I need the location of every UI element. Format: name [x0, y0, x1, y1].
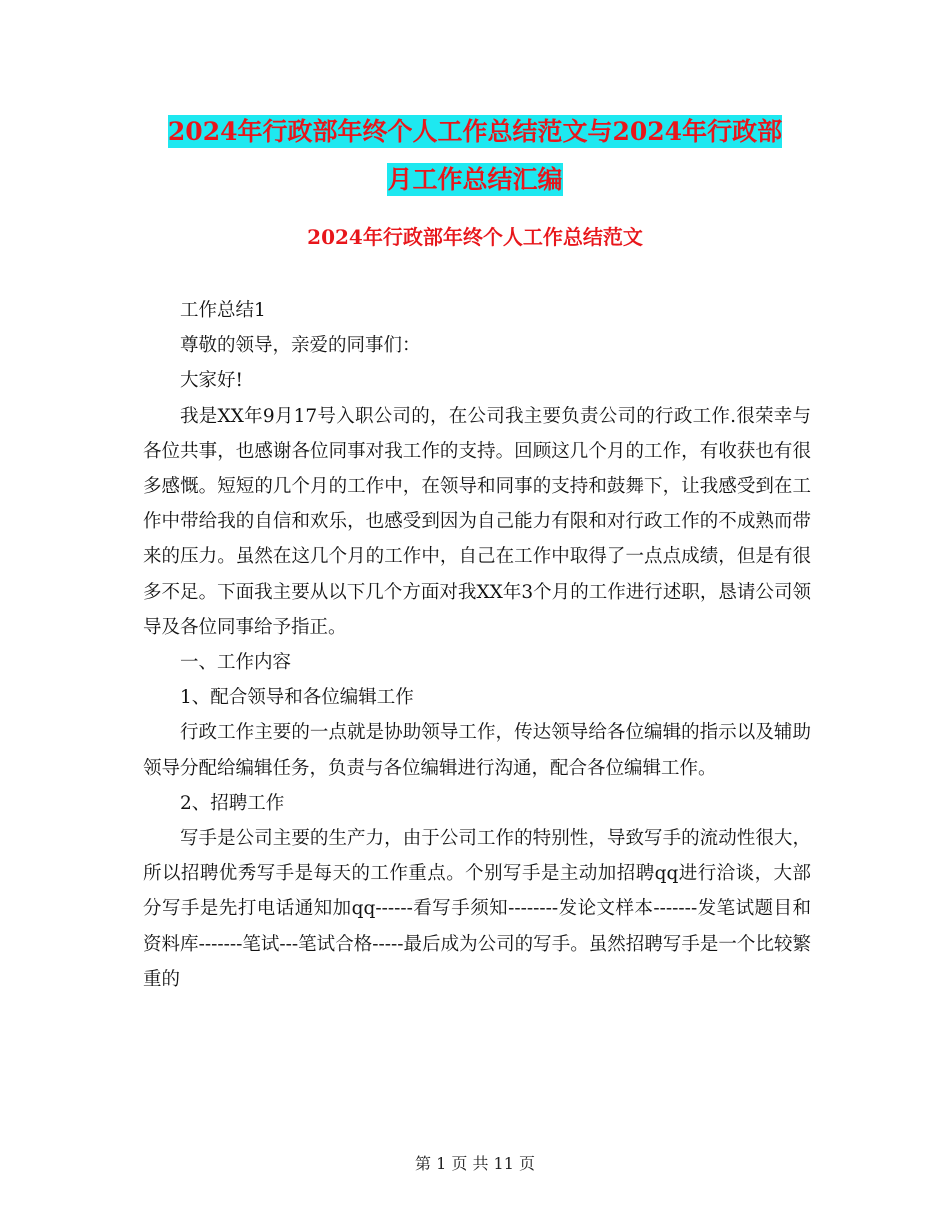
- paragraph: 1、配合领导和各位编辑工作: [180, 687, 414, 709]
- paragraph: 我是XX年9月17号入职公司的，在公司我主要负责公司的行政工作.很荣幸与各位共事，也感谢各位同事对我工作的支持。回顾这几个月的工作，有收获也有很多感慨。短短的几个月的工作中，在领导和同事的支持和鼓舞下，让我感受到在工作中带给我的自信和欢乐，也感受到因为自己能力有限和对行政工作的不成熟而带来的压力。虽然在这几个月的工作中，自己在工作中取得了一点点成绩，但是有很多不足。下面我主要从以下几个方面对我XX年3个月的工作进行述职，恳请公司领导及各位同事给予指正。: [143, 405, 811, 638]
- paragraph: 尊敬的领导，亲爱的同事们：: [180, 335, 421, 357]
- section-title: 2024年行政部年终个人工作总结范文: [307, 225, 643, 249]
- paragraph: 工作总结1: [180, 300, 266, 321]
- paragraph: 一、工作内容: [180, 652, 292, 674]
- document-title: [140, 108, 810, 204]
- paragraph: 行政工作主要的一点就是协助领导工作，传达领导给各位编辑的指示以及辅助领导分配给编辑任务，负责与各位编辑进行沟通，配合各位编辑工作。: [143, 722, 811, 779]
- title-line-1: 2024年行政部年终个人工作总结范文与2024年行政部: [167, 117, 783, 146]
- title-line-2: 月工作总结汇编: [387, 165, 563, 194]
- paragraph: 大家好!: [180, 370, 243, 392]
- paragraph: 写手是公司主要的生产力，由于公司工作的特别性，导致写手的流动性很大，所以招聘优秀写手是每天的工作重点。个别写手是主动加招聘qq进行洽谈，大部分写手是先打电话通知加qq------看写手须知--------发论文样本-------发笔试题目和资料库-------笔试---笔试合格-----最后成为公司的写手。虽然招聘写手是一个比较繁重的: [143, 828, 811, 990]
- paragraph: 2、招聘工作: [180, 792, 285, 814]
- document-body: [143, 293, 811, 997]
- page-number: 第 1 页 共 11 页: [415, 1154, 535, 1173]
